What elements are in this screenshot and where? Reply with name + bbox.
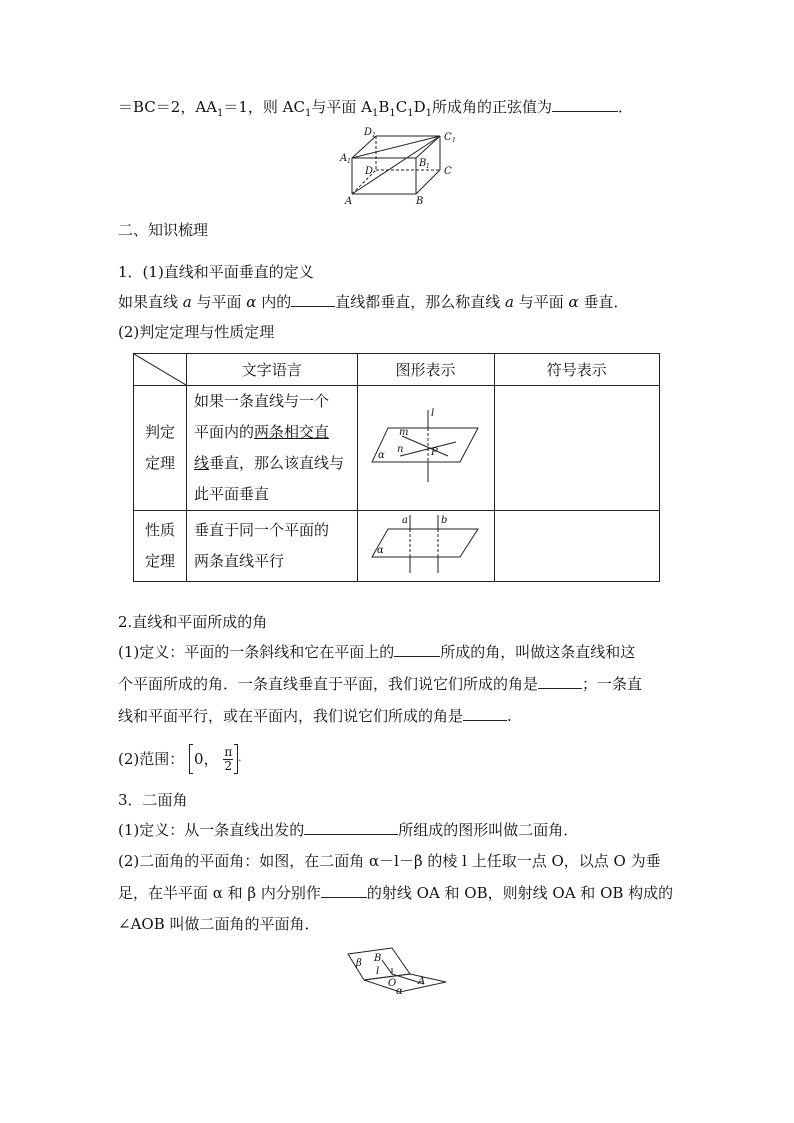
label-D: D	[365, 166, 374, 177]
subscript: 1	[217, 108, 224, 119]
label-B: B	[374, 953, 382, 964]
label-a: a	[401, 515, 408, 526]
label-B1: B	[419, 158, 427, 169]
parallel-figure	[366, 511, 486, 577]
cell-line	[187, 417, 357, 448]
item3-line2: (2)二面角的平面角：如图，在二面角 α－l－β 的棱 l 上任取一点 O，以点 O 为垂	[118, 852, 661, 870]
label-n: n	[396, 444, 403, 455]
answer-blank[interactable]	[291, 292, 335, 307]
problem-text: ＝BC＝2，AA	[118, 98, 217, 116]
perpendicular-figure	[366, 406, 486, 486]
answer-blank[interactable]	[304, 820, 398, 835]
text: 所组成的图形叫做二面角．	[398, 821, 579, 839]
text: 个平面所成的角．一条直线垂直于平面，我们说它们所成的角是	[118, 675, 539, 693]
symbol-cell[interactable]	[494, 386, 660, 511]
corner-cell	[134, 354, 187, 386]
text: 垂直．	[578, 293, 629, 311]
item3-heading: 3．二面角	[118, 791, 188, 809]
label-A1: A	[340, 153, 348, 164]
label-alpha: α	[376, 545, 384, 556]
label-b: b	[440, 515, 447, 526]
item2-line2	[118, 674, 642, 694]
answer-blank[interactable]	[463, 706, 507, 721]
problem-text: ＝1，则 AC	[223, 98, 305, 116]
cell-line	[187, 448, 357, 479]
header-cell: 符号表示	[494, 354, 660, 386]
problem-text: 所成角的正弦值为	[432, 98, 553, 116]
item3-line3	[118, 883, 673, 903]
table-row	[134, 511, 660, 582]
numerator: π	[224, 744, 233, 759]
row-label	[134, 511, 187, 582]
subscript: 1	[371, 108, 379, 119]
underlined-text: 两条相交直	[254, 423, 330, 441]
item1-sub2: (2)判定定理与性质定理	[118, 323, 275, 341]
problem-line	[118, 97, 633, 124]
symbol-cell[interactable]	[494, 511, 660, 582]
text: (1)定义：从一条直线出发的	[118, 821, 305, 839]
text: .	[507, 707, 512, 725]
text: 垂直，那么该直线与	[209, 454, 345, 472]
var-alpha: α	[246, 293, 257, 311]
sub-label: 1	[347, 158, 351, 165]
figure-cell	[357, 511, 494, 582]
cell-line: 两条直线平行	[194, 552, 285, 570]
item2-line1	[118, 642, 635, 662]
text: ；一条直	[582, 675, 643, 693]
text: (1)定义：平面的一条斜线和它在平面上的	[118, 643, 395, 661]
problem-end: ．	[618, 98, 634, 116]
text: 内的	[256, 293, 292, 311]
figure-cell	[357, 386, 494, 511]
cuboid-figure	[338, 124, 464, 206]
label-beta: β	[356, 958, 362, 969]
text: 的射线 OA 和 OB，则射线 OA 和 OB 构成的	[366, 884, 674, 902]
label-D1: D	[364, 127, 373, 138]
row-label-line: 判定	[144, 423, 175, 441]
var-alpha: α	[568, 293, 579, 311]
label-A: A	[418, 976, 426, 987]
problem-text: D	[413, 98, 426, 116]
text-cell	[187, 511, 358, 582]
section-title: 二、知识梳理	[118, 221, 209, 239]
row-label-line: 性质	[144, 521, 175, 539]
range-interval	[189, 744, 238, 774]
dihedral-angle-figure	[342, 946, 452, 998]
label-l: l	[430, 408, 434, 419]
table-row	[134, 386, 660, 511]
item2-line3	[118, 706, 512, 726]
label-alpha: α	[377, 450, 385, 461]
header-cell: 图形表示	[357, 354, 494, 386]
problem-text: C	[395, 98, 408, 116]
sub-label: 1	[372, 132, 376, 139]
fraction	[223, 746, 233, 773]
label-alpha: α	[396, 986, 403, 997]
text: (2)范围：	[118, 750, 185, 768]
item2-heading: 2.直线和平面所成的角	[118, 613, 268, 631]
answer-blank[interactable]	[394, 642, 440, 657]
var-a: a	[182, 293, 192, 311]
item1-heading: 1．(1)直线和平面垂直的定义	[118, 263, 314, 281]
diagonal-line	[134, 354, 186, 385]
label-C: C	[444, 166, 452, 177]
label-P: P	[430, 447, 438, 458]
subscript: 1	[305, 108, 312, 119]
header-cell: 文字语言	[187, 354, 358, 386]
text: .	[238, 753, 242, 764]
answer-blank[interactable]	[538, 674, 582, 689]
item3-line1	[118, 820, 578, 840]
text: 平面内的	[194, 423, 255, 441]
label-B: B	[416, 196, 424, 206]
label-A: A	[345, 196, 353, 206]
cell-line: 此平面垂直	[194, 485, 270, 503]
problem-text: B	[378, 98, 390, 116]
cell-line: 如果一条直线与一个	[194, 392, 330, 410]
item1-definition	[118, 292, 628, 312]
text: 线和平面平行，或在平面内，我们说它们所成的角是	[118, 707, 464, 725]
var-a: a	[504, 293, 514, 311]
subscript: 1	[425, 108, 433, 119]
label-m: m	[398, 427, 409, 438]
cell-line: 垂直于同一个平面的	[194, 521, 330, 539]
label-l: l	[376, 966, 380, 977]
item3-line4: ∠AOB 叫做二面角的平面角．	[118, 915, 320, 933]
text: 与平面	[191, 293, 247, 311]
item2-range	[118, 744, 241, 776]
row-label	[134, 386, 187, 511]
label-C1: C	[444, 132, 452, 143]
text: 所成的角，叫做这条直线和这	[440, 643, 636, 661]
row-label-line: 定理	[144, 552, 175, 570]
text: 与平面	[513, 293, 569, 311]
label-O: O	[388, 978, 397, 989]
theorem-table	[133, 353, 660, 582]
row-label-line: 定理	[144, 454, 175, 472]
subscript: 1	[407, 108, 414, 119]
sub-label: 1	[426, 163, 430, 170]
text: 如果直线	[118, 293, 183, 311]
sub-label: 1	[452, 137, 456, 144]
problem-text: 与平面 A	[311, 98, 372, 116]
text: 0，	[194, 750, 219, 768]
text-cell	[187, 386, 358, 511]
text: 直线都垂直，那么称直线	[335, 293, 505, 311]
underlined-text: 线	[194, 454, 210, 472]
subscript: 1	[389, 108, 396, 119]
table-header-row	[134, 354, 660, 386]
denominator: 2	[224, 758, 233, 773]
answer-blank[interactable]	[552, 97, 618, 112]
answer-blank[interactable]	[321, 883, 367, 898]
text: 足，在半平面 α 和 β 内分别作	[118, 884, 321, 902]
